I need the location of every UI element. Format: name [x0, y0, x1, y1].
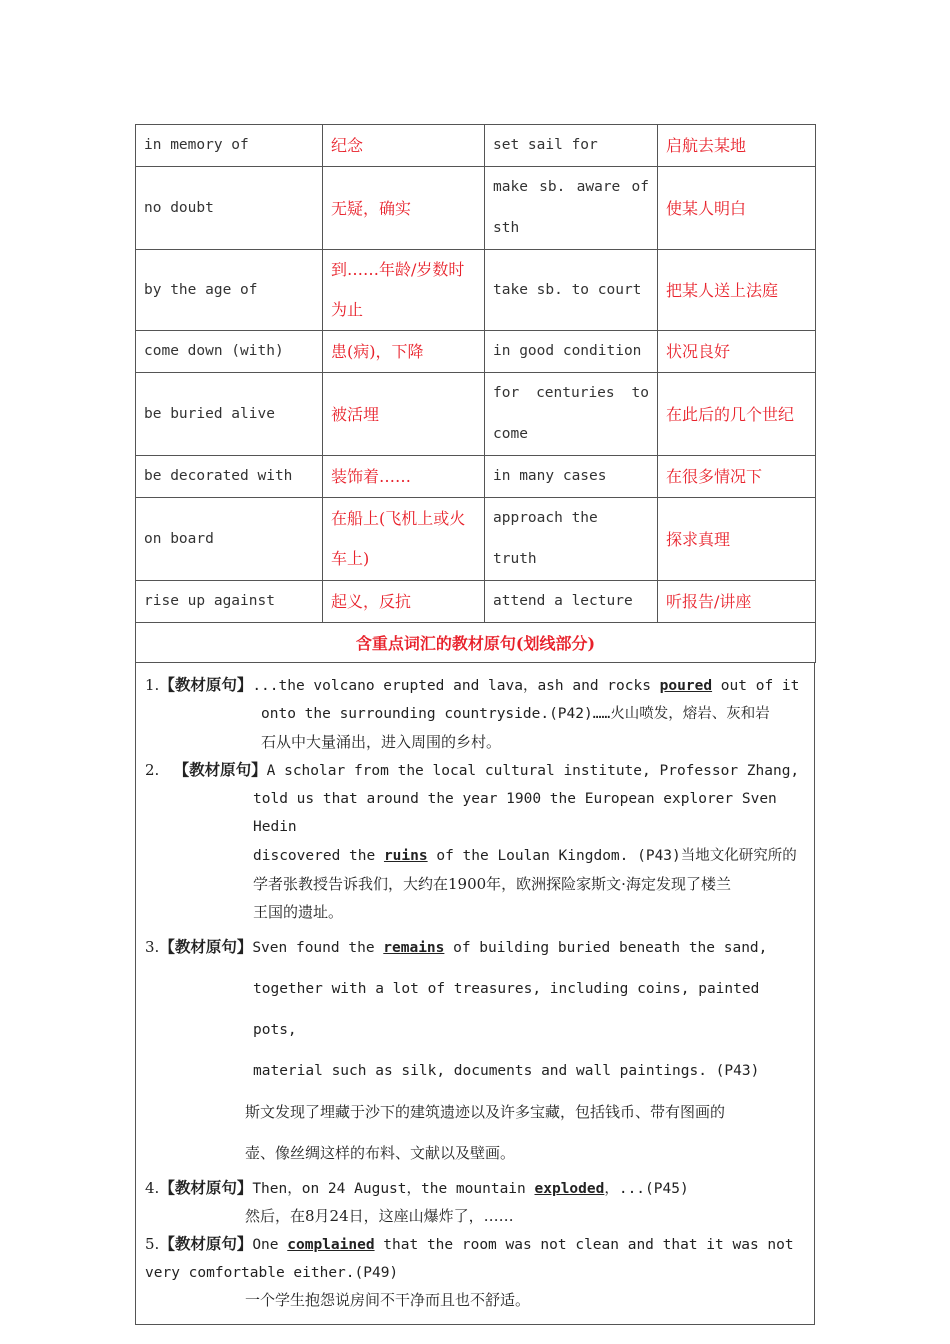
key-word: ruins	[383, 848, 428, 864]
phrase-zh: 把某人送上法庭	[658, 250, 816, 331]
sentence-translation: 壶、像丝绸这样的布料、文献以及壁画。	[245, 1144, 516, 1162]
phrase-zh: 使某人明白	[658, 167, 816, 250]
item-tag: 【教材原句】	[173, 760, 267, 779]
sentence-text: Sven found the	[252, 940, 384, 956]
sentence-text: ...the volcano erupted and lava，ash and rocks	[252, 678, 660, 694]
sentence-item	[145, 926, 805, 1174]
vocab-row	[136, 125, 816, 167]
vocab-row	[136, 456, 816, 498]
phrase-en: for centuries to come	[485, 373, 658, 456]
textbook-sentences	[135, 663, 815, 1325]
sentence-text: A scholar from the local cultural institute, Professor Zhang,	[266, 763, 800, 779]
phrase-en: approach the truth	[485, 498, 658, 581]
phrase-zh: 在此后的几个世纪	[658, 373, 816, 456]
phrase-en: on board	[136, 498, 323, 581]
phrase-en: rise up against	[136, 581, 323, 623]
sentence-text: Then，on 24 August，the mountain	[252, 1181, 535, 1197]
item-number: 2.	[145, 761, 160, 779]
sentence-text: very comfortable either.(P49)	[145, 1265, 399, 1281]
sentence-text: of the Loulan Kingdom. (P43)当地文化研究所的	[427, 848, 797, 864]
phrase-zh: 听报告/讲座	[658, 581, 816, 623]
item-tag: 【教材原句】	[159, 1234, 253, 1253]
key-word: remains	[383, 940, 445, 956]
sentence-item	[145, 756, 805, 926]
phrase-zh: 在很多情况下	[658, 456, 816, 498]
vocab-row	[136, 498, 816, 581]
phrase-zh: 纪念	[323, 125, 485, 167]
sentence-translation: 然后，在8月24日，这座山爆炸了，……	[245, 1207, 514, 1225]
vocabulary-table	[135, 124, 816, 663]
phrase-zh: 状况良好	[658, 331, 816, 373]
sentence-translation: 一个学生抱怨说房间不干净而且也不舒适。	[245, 1291, 531, 1309]
item-number: 3.	[145, 938, 160, 956]
key-word: exploded	[534, 1181, 605, 1197]
sentence-text: together with a lot of treasures, including coins, painted pots,	[253, 981, 760, 1038]
sentence-text: ，...(P45)	[604, 1181, 689, 1197]
phrase-en: be decorated with	[136, 456, 323, 498]
sentence-text: onto the surrounding countryside.(P42)……火山喷发，熔岩、灰和岩	[261, 706, 770, 722]
item-tag: 【教材原句】	[159, 675, 253, 694]
phrase-en: in memory of	[136, 125, 323, 167]
phrase-en: by the age of	[136, 250, 323, 331]
sentence-item	[145, 1230, 805, 1314]
item-number: 4.	[145, 1179, 160, 1197]
document-sheet	[135, 124, 815, 1325]
phrase-en: in many cases	[485, 456, 658, 498]
phrase-zh: 无疑，确实	[323, 167, 485, 250]
sentence-translation: 石从中大量涌出，进入周围的乡村。	[261, 733, 502, 751]
phrase-en: take sb. to court	[485, 250, 658, 331]
phrase-en: set sail for	[485, 125, 658, 167]
vocab-row	[136, 250, 816, 331]
sentence-text: One	[252, 1237, 288, 1253]
sentence-text: out of it	[712, 678, 800, 694]
phrase-en: no doubt	[136, 167, 323, 250]
section-title: 含重点词汇的教材原句(划线部分)	[136, 623, 816, 663]
sentence-text: that the room was not clean and that it was not	[374, 1237, 794, 1253]
phrase-en: in good condition	[485, 331, 658, 373]
phrase-zh: 探求真理	[658, 498, 816, 581]
vocab-row	[136, 373, 816, 456]
key-word: complained	[287, 1237, 375, 1253]
sentence-translation: 斯文发现了埋藏于沙下的建筑遗迹以及许多宝藏，包括钱币、带有图画的	[245, 1103, 726, 1121]
phrase-zh: 起义，反抗	[323, 581, 485, 623]
phrase-zh: 启航去某地	[658, 125, 816, 167]
item-tag: 【教材原句】	[159, 1178, 253, 1197]
phrase-zh: 被活埋	[323, 373, 485, 456]
phrase-zh: 到……年龄/岁数时为止	[323, 250, 485, 331]
phrase-en: make sb. aware of sth	[485, 167, 658, 250]
sentence-text: of building buried beneath the sand,	[444, 940, 768, 956]
vocab-row	[136, 167, 816, 250]
sentence-text: told us that around the year 1900 the European explorer Sven Hedin	[253, 791, 777, 835]
vocab-row	[136, 581, 816, 623]
item-number: 5.	[145, 1235, 160, 1253]
sentence-item	[145, 671, 805, 756]
phrase-zh: 在船上(飞机上或火车上)	[323, 498, 485, 581]
phrase-zh: 装饰着……	[323, 456, 485, 498]
phrase-en: attend a lecture	[485, 581, 658, 623]
item-tag: 【教材原句】	[159, 937, 253, 956]
phrase-zh: 患(病)，下降	[323, 331, 485, 373]
sentence-item	[145, 1174, 805, 1230]
sentence-text: material such as silk, documents and wall paintings. (P43)	[253, 1063, 760, 1079]
sentence-translation: 学者张教授告诉我们，大约在1900年，欧洲探险家斯文·海定发现了楼兰	[253, 875, 731, 893]
sentence-text: discovered the	[253, 848, 384, 864]
vocab-row	[136, 331, 816, 373]
sentence-translation: 王国的遗址。	[253, 903, 344, 921]
key-word: poured	[659, 678, 713, 694]
item-number: 1.	[145, 676, 160, 694]
phrase-en: come down (with)	[136, 331, 323, 373]
phrase-en: be buried alive	[136, 373, 323, 456]
